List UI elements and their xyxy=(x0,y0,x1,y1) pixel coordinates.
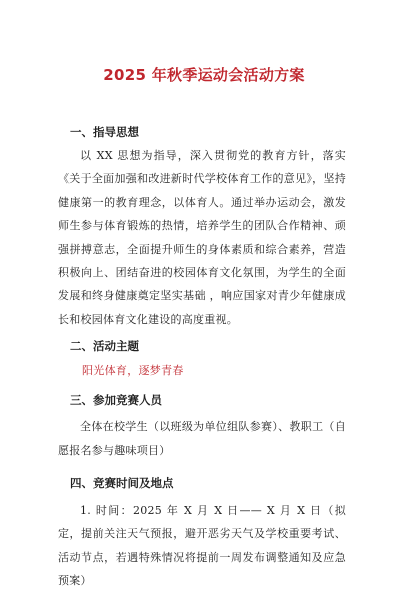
section-heading-time-location: 四、竞赛时间及地点 xyxy=(70,476,174,491)
document-body xyxy=(58,123,346,593)
section-heading-guiding-ideology: 一、指导思想 xyxy=(70,125,139,139)
section-body-theme: 阳光体育，逐梦青春 xyxy=(82,364,184,378)
section-body-time-location: 1. 时间：2025 年 X 月 X 日—— X 月 X 日（拟定，提前关注天气预报，避开恶劣天气及学校重要考试、活动节点，若遇特殊情况将提前一周发布调整通知及应急预案） xyxy=(58,504,346,588)
section-heading-theme: 二、活动主题 xyxy=(70,339,139,354)
section-body-guiding-ideology: 以 XX 思想为指导，深入贯彻党的教育方针，落实《关于全面加强和改进新时代学校体育工作的意见》，坚持健康第一的教育理念，以体育人。通过举办运动会，激发师生参与体育锻炼的热情，培养学生的团队合作精神、顽强拼搏意志，全面提升师生的身体素质和综合素养，营造积极向上、团结奋进的校园体育文化氛围，为学生的全面发展和终身健康奠定坚实基础 ，响应国家对青少年健康成长和校园体育文化建设的高度重视。 xyxy=(58,149,346,326)
section-body-participants: 全体在校学生（以班级为单位组队参赛）、教职工（自愿报名参与趣味项目） xyxy=(58,420,346,457)
section-heading-participants: 三、参加竞赛人员 xyxy=(70,393,162,408)
document-title: 2025 年秋季运动会活动方案 xyxy=(103,66,305,84)
